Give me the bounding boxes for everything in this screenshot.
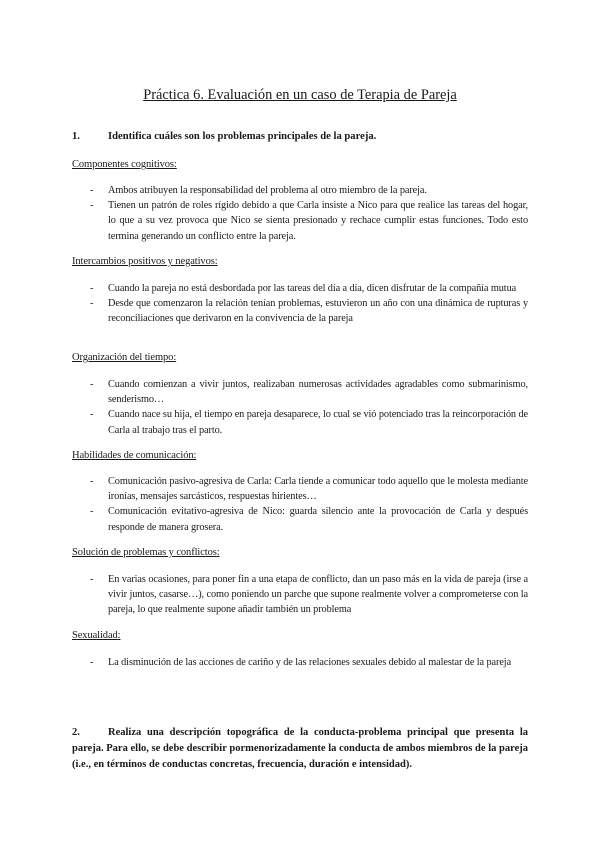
list-item: - Ambos atribuyen la responsabilidad del problema al otro miembro de la pareja. <box>90 183 528 198</box>
question-2 <box>72 725 528 772</box>
section-heading-text: Organización del tiempo <box>72 352 174 363</box>
question-2-text: Realiza una descripción topográfica de la conducta-problema principal que presenta la pareja. Para ello, se debe describir pormenorizadamente la conducta de ambos miembros de la pareja (i.e., en términos de conductas concretas, frecuencia, duración e intensidad). <box>72 727 528 770</box>
section-heading-text: Intercambios positivos y negativos <box>72 256 215 267</box>
list-item: - Cuando nace su hija, el tiempo en pareja desaparece, lo cual se vió potenciado tras la reincorporación de Carla al trabajo tras el parto. <box>90 407 528 437</box>
section-list-cognitive <box>90 183 528 244</box>
list-item: - Comunicación pasivo-agresiva de Carla: Carla tiende a comunicar todo aquello que le molesta mediante ironías, mensajes sarcásticos, respuestas hirientes… <box>90 474 528 504</box>
section-heading-cognitive: Componentes cognitivos: <box>72 159 177 170</box>
section-heading-time: Organización del tiempo: <box>72 352 177 363</box>
list-item: - Desde que comenzaron la relación tenían problemas, estuvieron un año con una dinámica de rupturas y reconciliaciones que derivaron en la convivencia de la pareja <box>90 296 528 326</box>
list-item: - Tienen un patrón de roles rígido debido a que Carla insiste a Nico para que realice las tareas del hogar, lo que a su vez provoca que Nico se sienta presionado y rechace cumplir estas funciones. Todo esto termina generando un conflicto entre la pareja. <box>90 198 528 244</box>
question-1-number: 1. <box>72 131 80 142</box>
section-list-exchanges <box>90 281 528 327</box>
list-item: - Comunicación evitativo-agresiva de Nico: guarda silencio ante la provocación de Carla y después responde de manera grosera. <box>90 504 528 534</box>
list-item: - La disminución de las acciones de cariño y de las relaciones sexuales debido al malestar de la pareja <box>90 655 528 670</box>
section-heading-text: Componentes cognitivos <box>72 159 174 170</box>
list-item: - En varias ocasiones, para poner fin a una etapa de conflicto, dan un paso más en la vida de pareja (irse a vivir juntos, casarse…), como poniendo un parche que supone realmente volver a comprometerse con la pareja, lo que realmente supone añadir también un problema <box>90 572 528 618</box>
section-list-sexuality <box>90 655 528 670</box>
list-item: - Cuando comienzan a vivir juntos, realizaban numerosas actividades agradables como submarinismo, senderismo… <box>90 377 528 407</box>
question-1 <box>72 131 528 142</box>
section-heading-text: Sexualidad <box>72 630 118 641</box>
section-list-time <box>90 377 528 438</box>
section-heading-communication: Habilidades de comunicación: <box>72 450 197 461</box>
section-heading-sexuality: Sexualidad: <box>72 630 121 641</box>
question-1-text: Identifica cuáles son los problemas principales de la pareja. <box>108 131 377 142</box>
section-heading-problem-solving: Solución de problemas y conflictos: <box>72 547 220 558</box>
section-heading-text: Solución de problemas y conflictos <box>72 547 217 558</box>
section-list-problem-solving <box>90 572 528 618</box>
question-2-number: 2. <box>72 727 80 738</box>
section-heading-exchanges: Intercambios positivos y negativos: <box>72 256 218 267</box>
page-title: Práctica 6. Evaluación en un caso de Terapia de Pareja <box>143 87 457 103</box>
section-list-communication <box>90 474 528 535</box>
section-heading-text: Habilidades de comunicación <box>72 450 194 461</box>
list-item: - Cuando la pareja no está desbordada por las tareas del día a día, dicen disfrutar de la compañía mutua <box>90 281 528 296</box>
